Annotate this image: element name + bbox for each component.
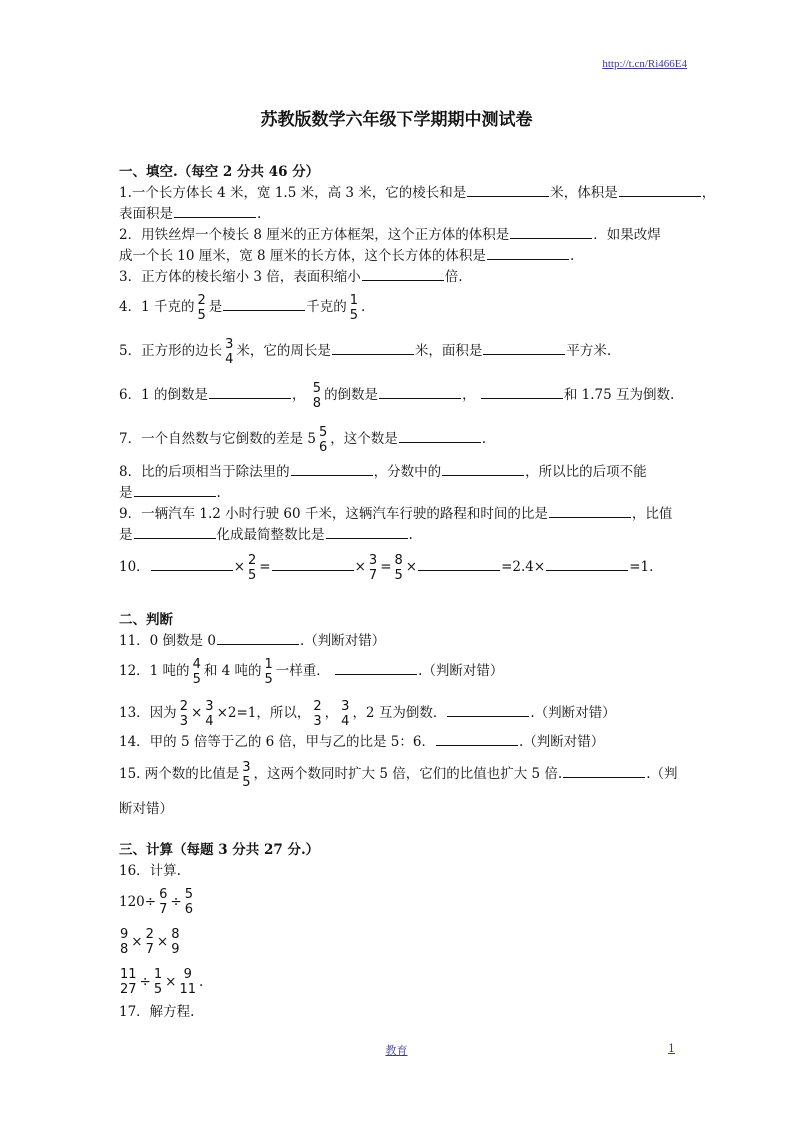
answer-blank[interactable] [510,225,592,239]
q3-text: 倍. [444,269,463,285]
denominator: 27 [120,982,137,997]
question-15 [119,755,678,793]
answer-blank[interactable] [436,732,518,746]
q1-text: 表面积是 [119,206,173,222]
q10-text: =2.4× [501,559,546,575]
numerator: 5 [312,380,322,396]
fraction [153,967,163,997]
q7-text: 7．一个自然数与它倒数的差是 5 [119,431,316,447]
answer-blank[interactable] [399,429,481,443]
numerator: 1 [153,967,163,982]
page-title: 苏教版数学六年级下学期期中测试卷 [260,110,533,130]
denominator: 7 [159,902,168,917]
q2-text: . [569,248,575,264]
fraction [312,381,322,411]
q10-text: = [259,559,271,575]
answer-blank[interactable] [442,462,524,476]
fraction [224,337,234,367]
question-2 [119,225,675,246]
numerator: 4 [192,656,201,672]
numerator: 2 [313,698,322,714]
q8-text: 8．比的后项相当于除法里的 [119,464,290,480]
q8-text: 是 [119,485,133,501]
denominator: 6 [184,902,193,917]
footer-link[interactable]: 教育 [385,1044,408,1057]
fraction [349,293,359,323]
q10-text: = [380,559,392,575]
question-10 [119,548,675,586]
q9-text: ，比值 [631,506,673,522]
q1-text: 米，体积是 [550,185,618,201]
denominator: 9 [171,942,180,957]
q6-text: ， [462,387,476,403]
denominator: 8 [312,395,322,411]
q9-text: 9．一辆汽车 1.2 小时行驶 60 千米，这辆汽车行驶的路程和时间的比是 [119,506,548,522]
answer-blank[interactable] [335,661,417,675]
q4-text: . [361,299,366,315]
q2-text: 成一个长 10 厘米，宽 8 厘米的长方体，这个长方体的体积是 [119,248,486,264]
numerator: 5 [318,424,328,440]
answer-blank[interactable] [619,183,701,197]
section-calc-heading: 三、计算（每题 3 分共 27 分.） [119,842,320,858]
question-14 [119,732,675,753]
answer-blank[interactable] [483,341,565,355]
answer-blank[interactable] [487,246,569,260]
answer-blank[interactable] [563,764,645,778]
question-1 [119,183,716,204]
q1-text: . [257,206,262,222]
q8-text: . [216,485,221,501]
answer-blank[interactable] [209,385,291,399]
denominator: 7 [145,942,154,957]
q9-text: 化成最简整数比是 [216,527,325,543]
answer-blank[interactable] [134,483,216,497]
numerator: 8 [394,552,403,568]
question-4 [119,288,675,326]
numerator: 2 [145,927,154,942]
q5-text: 米，面积是 [414,343,483,359]
numerator: 1 [264,656,273,672]
denominator: 7 [368,567,378,583]
q10-text: × [405,559,418,575]
q10-text: × [233,559,245,575]
numerator: 3 [341,698,350,714]
answer-blank[interactable] [134,525,216,539]
denominator: 5 [242,774,251,790]
question-6 [119,376,675,414]
q5-text: 5．正方形的边长 [119,343,223,359]
numerator: 3 [242,759,251,775]
numerator: 3 [368,552,378,568]
calc-text: × [131,933,143,950]
calc-item-1 [119,882,675,922]
calc-text: × [156,933,169,950]
q4-text: 是 [208,299,223,315]
q12-text: 和 4 吨的 [203,663,262,679]
q4-text: 千克的 [306,299,347,315]
calc-item-3 [119,962,675,1002]
q9-text: . [408,527,413,543]
q1-text: 1.一个长方体长 4 米，宽 1.5 米，高 3 米，它的棱长和是 [119,185,467,201]
q13-text: .（判断对错） [530,705,616,721]
q6-text: 和 1.75 互为倒数. [563,387,675,403]
q12-text: 12．1 吨的 [119,663,190,679]
q12-text: 一样重． [275,663,330,679]
question-11 [119,631,675,652]
denominator: 5 [197,307,206,323]
fraction [394,553,404,583]
numerator: 9 [120,927,129,942]
numerator: 3 [205,698,214,714]
denominator: 5 [192,671,201,687]
answer-blank[interactable] [223,297,305,311]
q10-text: =1. [629,559,654,575]
fraction [119,967,138,997]
q6-text: ， [291,387,306,403]
question-3 [119,267,675,288]
question-13 [119,694,675,732]
answer-blank[interactable] [217,631,299,645]
q6-text: 6．1 的倒数是 [119,387,208,403]
denominator: 5 [394,567,403,583]
q11-text: 11．0 倒数是 0 [119,633,216,649]
denominator: 5 [248,567,257,583]
q13-text: ，2 互为倒数． [352,705,447,721]
q8-text: ，分数中的 [373,464,442,480]
answer-blank[interactable] [379,385,461,399]
numerator: 5 [184,887,193,902]
numerator: 11 [120,967,137,982]
q15-text: 断对错） [119,801,173,817]
q3-text: 3．正方体的棱长缩小 3 倍，表面积缩小 [119,269,361,285]
q6-text: 的倒数是 [324,387,379,403]
denominator: 5 [349,307,359,323]
q13-text: ×2=1，所以， [216,705,311,721]
header-url-link[interactable]: http://t.cn/Ri466E4 [602,58,687,70]
question-5 [119,332,675,370]
numerator: 8 [171,927,180,942]
fraction [145,927,155,957]
answer-blank[interactable] [549,504,631,518]
question-12 [119,652,675,690]
question-7 [119,420,675,458]
q5-text: 米，它的周长是 [236,343,331,359]
answer-blank[interactable] [272,557,354,571]
answer-blank[interactable] [291,462,373,476]
answer-blank[interactable] [362,267,444,281]
question-17: 17．解方程. [119,1004,195,1020]
q8-text: ，所以比的后项不能 [525,464,647,480]
fraction [184,887,194,917]
question-8-cont [119,483,675,504]
document-body [119,160,716,1023]
calc-text: ÷ [139,973,151,990]
q15-text: 15. 两个数的比值是 [119,766,240,782]
fraction [340,699,350,729]
denominator: 5 [153,982,163,997]
question-2-cont [119,246,675,267]
q11-text: .（判断对错） [299,633,386,649]
numerator: 2 [179,698,188,714]
fraction [192,657,202,687]
section-fill-in-heading: 一、填空.（每空 2 分共 46 分） [119,164,320,180]
numerator: 9 [183,967,192,982]
q5-text: 平方米. [566,343,612,359]
denominator: 5 [264,671,273,687]
fraction [247,553,257,583]
fraction [158,887,168,917]
question-9-cont [119,525,675,546]
section-judge-heading: 二、判断 [119,612,173,628]
q2-text: 2．用铁丝焊一个棱长 8 厘米的正方体框架，这个正方体的体积是 [119,227,510,243]
calc-text: 120÷ [119,893,157,910]
fraction [241,760,251,790]
q13-text: ， [324,705,339,721]
denominator: 3 [313,713,322,729]
answer-blank[interactable] [418,557,500,571]
q14-text: .（判断对错） [519,734,605,750]
question-8 [119,462,675,483]
q4-text: 4．1 千克的 [119,299,195,315]
numerator: 1 [349,292,359,308]
q15-text: ，这两个数同时扩大 5 倍，它们的比值也扩大 5 倍. [253,766,563,782]
answer-blank[interactable] [467,183,549,197]
question-16: 16．计算. [119,863,181,879]
denominator: 4 [341,713,350,729]
fraction [196,293,206,323]
answer-blank[interactable] [546,557,628,571]
fraction [312,699,322,729]
numerator: 3 [225,336,234,352]
q13-text: × [190,705,203,721]
answer-blank[interactable] [326,525,408,539]
question-9 [119,504,675,525]
calc-text: ÷ [170,893,182,910]
answer-blank[interactable] [481,385,563,399]
q7-text: . [481,431,487,447]
calc-item-2 [119,922,675,962]
q12-text: .（判断对错） [418,663,504,679]
answer-blank[interactable] [174,204,256,218]
fraction [264,657,274,687]
q15-text: .（判 [646,766,678,782]
q1-text: ， [701,185,716,201]
calc-text: . [199,973,204,990]
denominator: 3 [179,713,188,729]
fraction [170,927,180,957]
answer-blank[interactable] [151,557,233,571]
denominator: 4 [225,351,234,367]
q2-text: ．如果改焊 [593,227,661,243]
denominator: 4 [205,713,214,729]
q13-text: 13．因为 [119,705,177,721]
q9-text: 是 [119,527,133,543]
fraction [179,699,189,729]
fraction [318,425,328,455]
q10-text: × [354,559,366,575]
fraction [119,927,129,957]
denominator: 11 [179,982,196,997]
q7-text: ，这个数是 [330,431,398,447]
q10-text: 10． [119,559,150,575]
fraction [368,553,378,583]
answer-blank[interactable] [332,341,414,355]
calc-text: × [165,973,177,990]
fraction [178,967,197,997]
numerator: 2 [248,552,257,568]
fraction [204,699,214,729]
question-15-cont [119,799,675,820]
question-1-cont [119,204,675,225]
answer-blank[interactable] [447,703,529,717]
q14-text: 14．甲的 5 倍等于乙的 6 倍，甲与乙的比是 5：6． [119,734,435,750]
page-number: 1 [668,1042,675,1055]
denominator: 6 [318,439,328,455]
numerator: 2 [197,292,206,308]
numerator: 6 [159,887,168,902]
denominator: 8 [120,942,129,957]
